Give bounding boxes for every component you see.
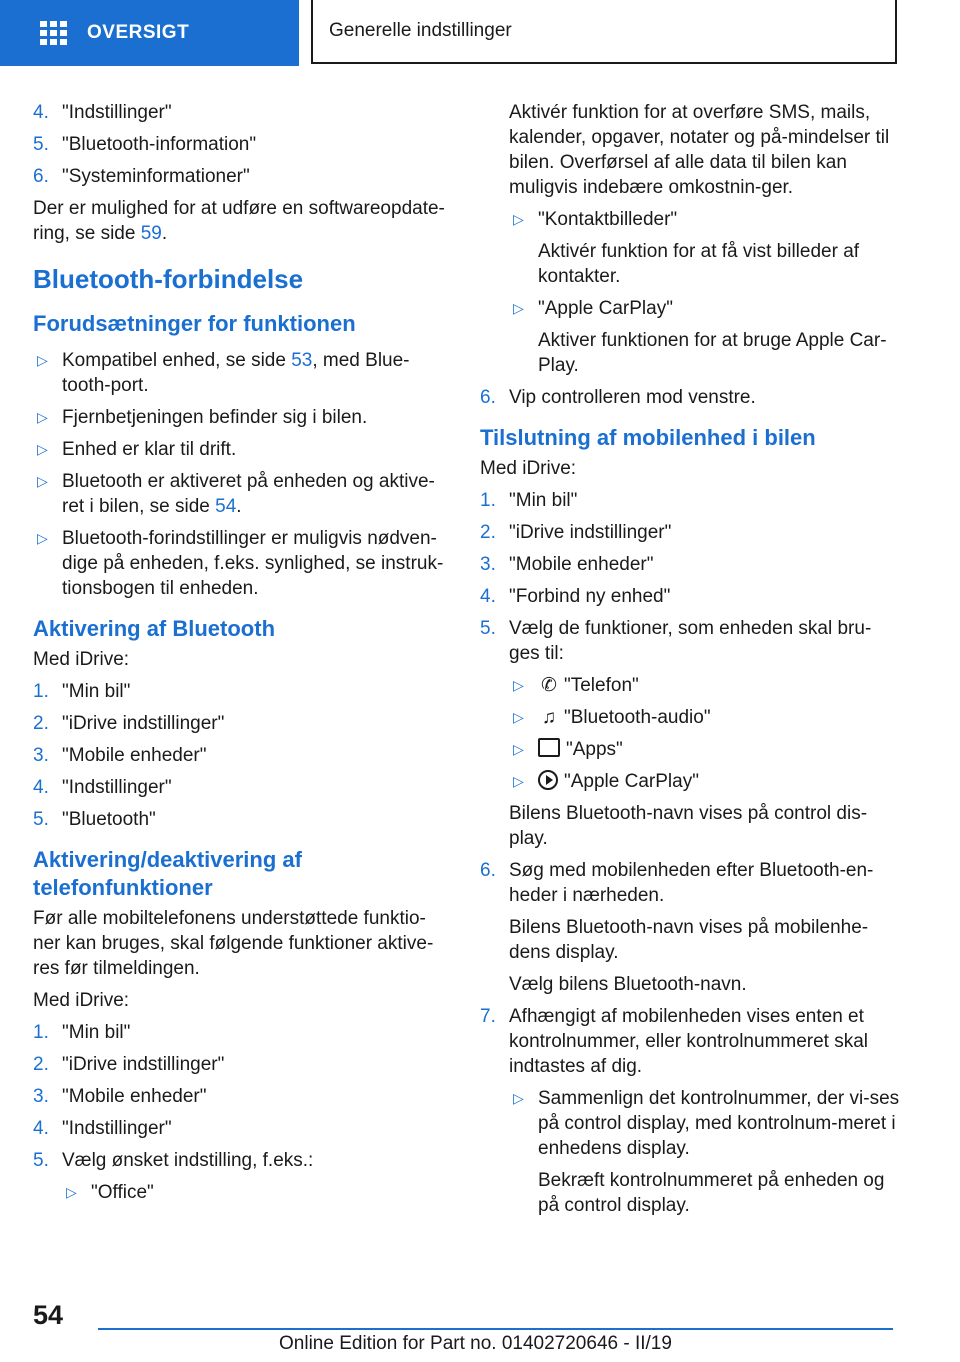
bullet-icon: ▷ <box>513 709 524 725</box>
paragraph: Bilens Bluetooth-navn vises på control dis-play. <box>509 803 868 849</box>
section-tab[interactable] <box>311 0 897 64</box>
play-icon <box>538 770 558 790</box>
bullet-item: ▷ ✆ "Telefon" <box>513 675 639 696</box>
bullet-item: ▷ Sammenlign det kontrolnummer, der vi-ses på control display, med kontrolnum-meret i enhedens display. <box>513 1088 900 1159</box>
list-item: 2. "iDrive indstillinger" <box>33 713 225 734</box>
list-item: 3. "Mobile enheder" <box>33 745 207 766</box>
phone-icon: ✆ <box>541 675 557 696</box>
header-bar <box>0 0 960 66</box>
bullet-icon: ▷ <box>37 473 48 489</box>
list-item: 1. "Min bil" <box>33 681 131 702</box>
music-note-icon: ♫ <box>541 707 557 728</box>
bullet-item: ▷ Bluetooth-forindstillinger er muligvis nødven-dige på enheden, f.eks. synlighed, se instruk-tionsbogen til enheden. <box>37 528 444 599</box>
list-item: 3. "Mobile enheder" <box>480 554 654 575</box>
page-link[interactable]: 53 <box>291 350 313 371</box>
right-column <box>480 100 900 1225</box>
overview-tab[interactable] <box>0 0 299 66</box>
list-item: 4. "Indstillinger" <box>33 1118 172 1139</box>
footer-edition: Online Edition for Part no. 01402720646 - II/19 <box>279 1333 672 1354</box>
paragraph: Bilens Bluetooth-navn vises på mobilenhe-dens display. <box>509 917 869 963</box>
bullet-item: ▷ "Kontaktbilleder" <box>513 209 678 230</box>
bullet-icon: ▷ <box>66 1184 77 1200</box>
paragraph: Før alle mobiltelefonens understøttede funktio-ner kan bruges, skal følgende funktioner aktive-res før tilmeldingen. <box>33 908 434 979</box>
overview-label: OVERSIGT <box>87 22 190 43</box>
page-link[interactable]: 54 <box>215 496 237 517</box>
page-number: 54 <box>33 1300 64 1330</box>
list-item: 6. Søg med mobilenheden efter Bluetooth-en-heder i nærheden. <box>480 860 874 906</box>
bullet-icon: ▷ <box>513 300 524 316</box>
list-item: 4. "Indstillinger" <box>33 777 172 798</box>
section-label: Generelle indstillinger <box>329 20 512 41</box>
subsection-heading: Forudsætninger for funktionen <box>33 311 356 336</box>
paragraph: Vælg bilens Bluetooth-navn. <box>509 974 747 995</box>
paragraph: Aktiver funktionen for at bruge Apple Car-Play. <box>538 330 887 376</box>
subsection-heading: Aktivering af Bluetooth <box>33 616 276 641</box>
list-item: 6. Vip controlleren mod venstre. <box>480 387 756 408</box>
list-item: 3. "Mobile enheder" <box>33 1086 207 1107</box>
bullet-item: ▷ "Apple CarPlay" <box>513 298 673 319</box>
list-item: 5. Vælg ønsket indstilling, f.eks.: <box>33 1150 314 1171</box>
list-item: 1. "Min bil" <box>480 490 578 511</box>
bullet-icon: ▷ <box>37 441 48 457</box>
paragraph: Med iDrive: <box>33 990 130 1011</box>
apps-icon <box>538 738 560 757</box>
paragraph: Med iDrive: <box>480 458 577 479</box>
list-item: 2. "iDrive indstillinger" <box>33 1054 225 1075</box>
subsection-heading: Aktivering/deaktivering af telefonfunktioner <box>33 847 302 900</box>
bullet-icon: ▷ <box>513 677 524 693</box>
list-item: 5. "Bluetooth" <box>33 809 156 830</box>
bullet-item: ▷ "Apple CarPlay" <box>513 771 699 792</box>
bullet-item: ▷ Fjernbetjeningen befinder sig i bilen. <box>37 407 368 428</box>
subsection-heading: Tilslutning af mobilenhed i bilen <box>480 425 816 450</box>
bullet-icon: ▷ <box>513 741 524 757</box>
left-column <box>33 100 453 1212</box>
bullet-icon: ▷ <box>513 773 524 789</box>
list-item: 4. "Indstillinger" <box>33 102 172 123</box>
list-item: 5. "Bluetooth-information" <box>33 134 257 155</box>
bullet-item: ▷ ♫ "Bluetooth-audio" <box>513 707 711 728</box>
paragraph: Aktivér funktion for at få vist billeder af kontakter. <box>538 241 860 287</box>
section-heading: Bluetooth-forbindelse <box>33 264 304 294</box>
list-item: 6. "Systeminformationer" <box>33 166 250 187</box>
bullet-icon: ▷ <box>37 352 48 368</box>
list-item: 2. "iDrive indstillinger" <box>480 522 672 543</box>
bullet-item: ▷ "Apps" <box>513 739 623 760</box>
update-paragraph: Der er mulighed for at udføre en softwareopdate-ring, se side 59. <box>33 198 445 244</box>
bullet-icon: ▷ <box>37 409 48 425</box>
bullet-icon: ▷ <box>37 530 48 546</box>
bullet-icon: ▷ <box>513 211 524 227</box>
list-item: 5. Vælg de funktioner, som enheden skal bru-ges til: <box>480 618 872 664</box>
bullet-icon: ▷ <box>513 1090 524 1106</box>
list-item: 7. Afhængigt af mobilenheden vises enten et kontrolnummer, eller kontrolnummeret skal indtastes af dig. <box>480 1006 869 1077</box>
grid-icon <box>40 21 67 45</box>
bullet-item: ▷ "Office" <box>66 1182 154 1203</box>
page-link[interactable]: 59 <box>140 223 162 244</box>
paragraph: Bekræft kontrolnummeret på enheden og på control display. <box>538 1170 885 1216</box>
bullet-item: ▷ Enhed er klar til drift. <box>37 439 237 460</box>
list-item: 4. "Forbind ny enhed" <box>480 586 671 607</box>
footer-divider <box>98 1328 893 1330</box>
paragraph: Med iDrive: <box>33 649 130 670</box>
list-item: 1. "Min bil" <box>33 1022 131 1043</box>
paragraph: Aktivér funktion for at overføre SMS, mails, kalender, opgaver, notater og på-mindelser til bilen. Overførsel af alle data til bilen kan muligvis indebære omkostnin-ger. <box>509 102 890 198</box>
bullet-item: ▷ Kompatibel enhed, se side 53, med Blue-tooth-port. <box>37 350 410 396</box>
bullet-item: ▷ Bluetooth er aktiveret på enheden og aktive-ret i bilen, se side 54. <box>37 471 435 517</box>
